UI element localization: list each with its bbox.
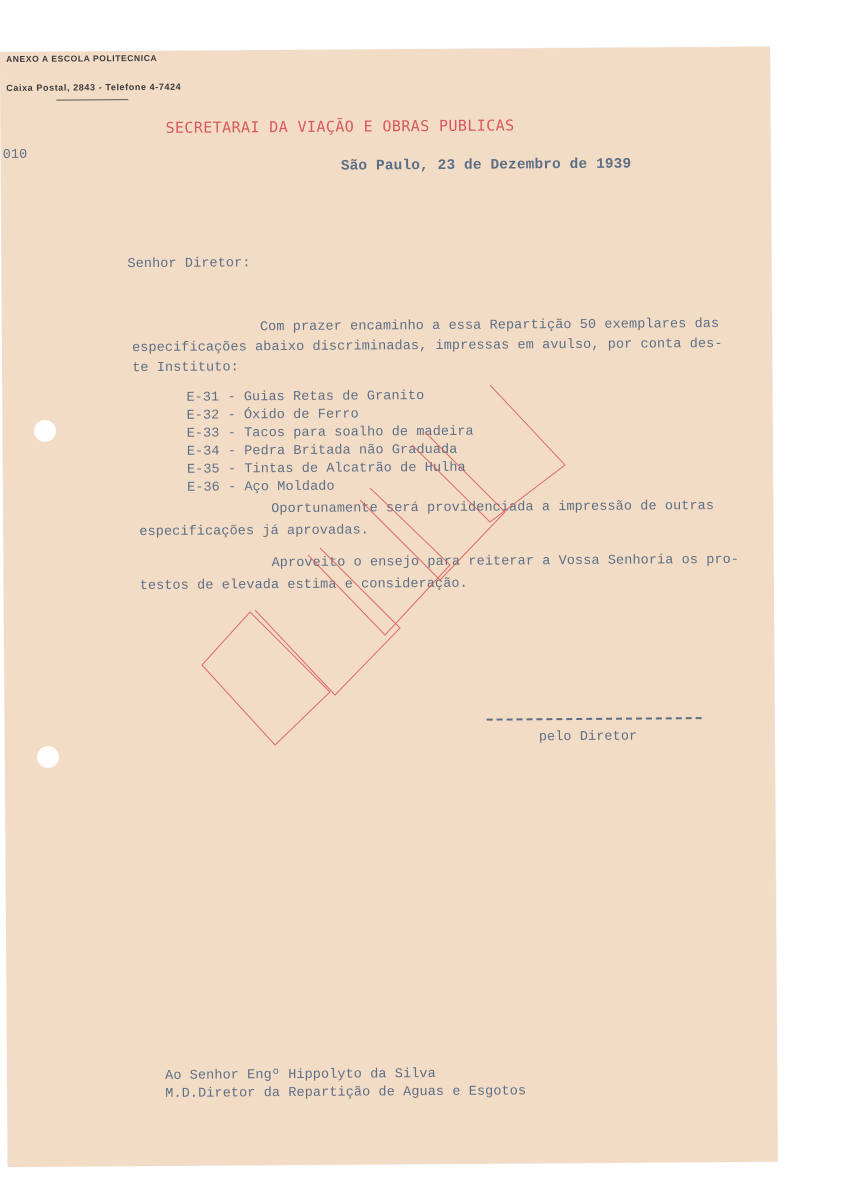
reference-number: 010 bbox=[2, 147, 28, 163]
punch-hole bbox=[37, 746, 59, 768]
paragraph-line: especificações já aprovadas. bbox=[139, 523, 370, 541]
specification-item: E-31 - Guias Retas de Granito bbox=[186, 389, 425, 406]
letterhead-contact: Caixa Postal, 2843 - Telefone 4-7424 bbox=[6, 81, 182, 93]
paragraph-line: especificações abaixo discriminadas, impressas em avulso, por conta des- bbox=[132, 336, 723, 357]
specification-item: E-32 - Óxido de Ferro bbox=[186, 407, 359, 424]
paragraph-line: Oportunamente será providenciada a impressão de outras bbox=[271, 499, 715, 518]
specification-item: E-33 - Tacos para soalho de madeira bbox=[186, 424, 474, 442]
paragraph-line: te Instituto: bbox=[132, 360, 239, 377]
paragraph-line: testos de elevada estima e consideração. bbox=[139, 576, 468, 595]
place-and-date: São Paulo, 23 de Dezembro de 1939 bbox=[340, 156, 632, 175]
salutation: Senhor Diretor: bbox=[127, 256, 251, 273]
specification-item: E-35 - Tintas de Alcatrão de Hulha bbox=[186, 460, 466, 478]
signature-caption: pelo Diretor bbox=[538, 729, 638, 746]
addressee-line: M.D.Diretor da Repartição de Aguas e Esgotos bbox=[165, 1084, 527, 1102]
paragraph-line: Com prazer encaminho a essa Repartição 50 exemplares das bbox=[259, 316, 720, 336]
paragraph-line: Aproveito o ensejo para reiterar a Vossa Senhoria os pro- bbox=[271, 552, 740, 572]
letterhead-institution: ANEXO A ESCOLA POLITECNICA bbox=[6, 52, 158, 64]
punch-hole bbox=[34, 420, 56, 442]
department-stamp-heading: SECRETARAI DA VIAÇÃO E OBRAS PUBLICAS bbox=[165, 116, 515, 137]
addressee-line: Ao Senhor Engº Hippolyto da Silva bbox=[165, 1066, 436, 1084]
specification-item: E-36 - Aço Moldado bbox=[186, 479, 335, 496]
specification-item: E-34 - Pedra Britada não Graduada bbox=[186, 442, 458, 460]
